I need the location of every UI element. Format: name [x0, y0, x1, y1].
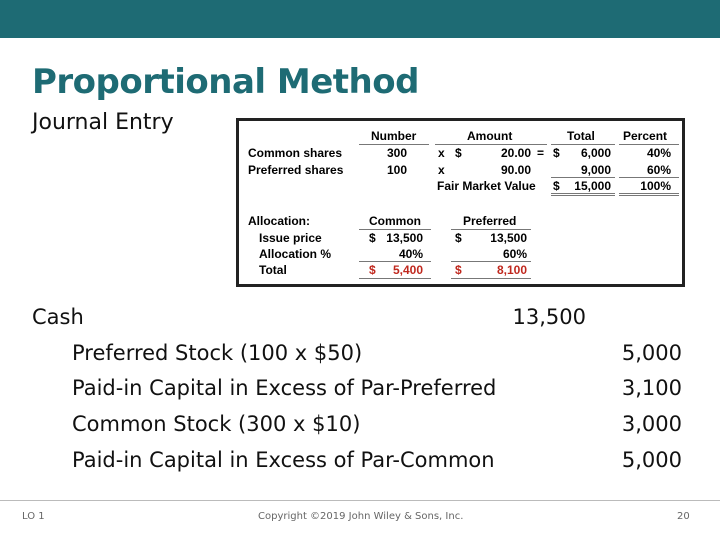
row-total: 9,000 [580, 163, 611, 177]
rule [451, 229, 531, 230]
footer-divider [0, 500, 720, 501]
rule [359, 278, 431, 279]
row-operator: x [438, 146, 445, 160]
allocation-preferred-currency: $ [455, 263, 462, 277]
credit-account: Paid-in Capital in Excess of Par-Preferred [72, 376, 497, 400]
fmv-label: Fair Market Value [437, 179, 536, 193]
credit-amount: 5,000 [621, 448, 682, 472]
allocation-row-label: Allocation % [259, 247, 332, 261]
debit-account: Cash [32, 305, 84, 329]
header-total: Total [567, 129, 595, 143]
allocation-common-currency: $ [369, 231, 376, 245]
header-amount: Amount [467, 129, 513, 143]
rule [359, 261, 431, 262]
allocation-common-total: 5,400 [392, 263, 423, 277]
allocation-common-currency: $ [369, 263, 376, 277]
row-percent: 40% [646, 146, 671, 160]
rule [551, 177, 615, 178]
allocation-preferred-currency: $ [455, 231, 462, 245]
rule [551, 144, 615, 145]
header-bar [0, 0, 720, 38]
row-currency: $ [455, 146, 462, 160]
rule [451, 261, 531, 262]
allocation-row-label: Issue price [259, 231, 322, 245]
rule [619, 193, 679, 194]
fmv-currency: $ [553, 179, 560, 193]
slide-subtitle: Journal Entry [32, 110, 174, 135]
header-percent: Percent [623, 129, 668, 143]
rule [551, 193, 615, 194]
allocation-preferred-total: 8,100 [496, 263, 527, 277]
fmv-total: 15,000 [574, 179, 611, 193]
rule [619, 144, 679, 145]
row-number: 100 [387, 163, 408, 177]
allocation-common-header: Common [369, 214, 421, 228]
allocation-preferred-header: Preferred [463, 214, 517, 228]
row-amount: 90.00 [500, 163, 531, 177]
page-number: 20 [677, 511, 690, 522]
debit-amount: 13,500 [512, 305, 586, 329]
learning-objective: LO 1 [22, 511, 45, 522]
row-operator: x [438, 163, 445, 177]
fmv-percent: 100% [640, 179, 671, 193]
rule [551, 195, 615, 196]
row-label: Preferred shares [248, 163, 344, 177]
row-label: Common shares [248, 146, 343, 160]
row-number: 300 [387, 146, 408, 160]
header-number: Number [371, 129, 417, 143]
row-equals: = [537, 146, 545, 160]
credit-amount: 3,000 [621, 412, 682, 436]
credit-amount: 5,000 [621, 341, 682, 365]
row-total-currency: $ [553, 146, 560, 160]
credit-amount: 3,100 [621, 376, 682, 400]
slide-title: Proportional Method [32, 62, 419, 102]
row-percent: 60% [646, 163, 671, 177]
allocation-table [236, 118, 685, 287]
allocation-label: Allocation: [248, 214, 310, 228]
rule [619, 195, 679, 196]
credit-account: Common Stock (300 x $10) [72, 412, 361, 436]
allocation-common-value: 40% [398, 247, 423, 261]
copyright: Copyright ©2019 John Wiley & Sons, Inc. [258, 511, 464, 522]
credit-account: Paid-in Capital in Excess of Par-Common [72, 448, 495, 472]
credit-account: Preferred Stock (100 x $50) [72, 341, 363, 365]
allocation-preferred-value: 13,500 [490, 231, 527, 245]
allocation-row-label: Total [259, 263, 287, 277]
allocation-preferred-value: 60% [502, 247, 527, 261]
rule [359, 144, 429, 145]
allocation-common-value: 13,500 [386, 231, 423, 245]
rule [451, 278, 531, 279]
row-amount: 20.00 [500, 146, 531, 160]
rule [359, 229, 431, 230]
row-total: 6,000 [580, 146, 611, 160]
rule [619, 177, 679, 178]
rule [435, 144, 547, 145]
